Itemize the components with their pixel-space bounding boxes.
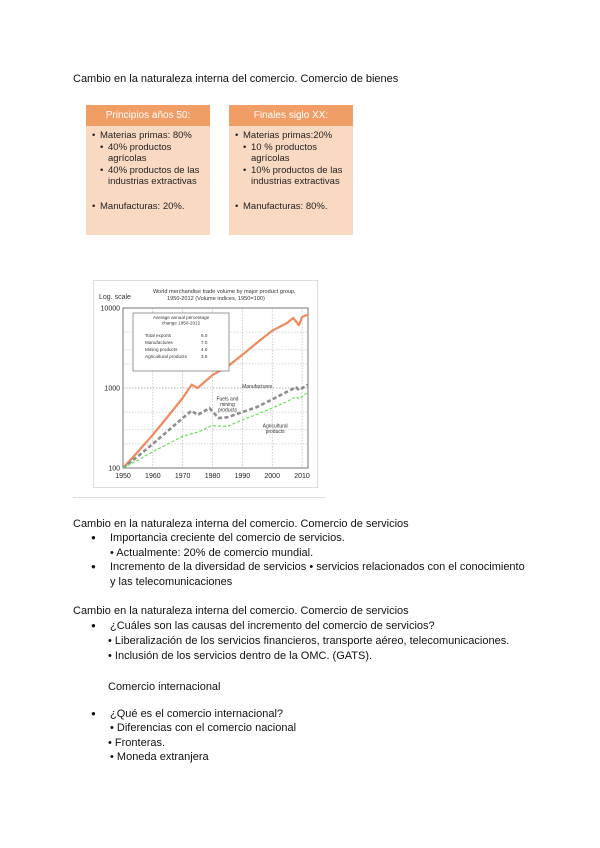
inset-title: Average annual percentage change 1950-2012 [152, 315, 210, 326]
box-item: • Materias primas:20% [235, 130, 333, 141]
inset-row-value: 6.0 [201, 333, 208, 338]
box-finales-xx [229, 105, 353, 235]
box-item: • Manufacturas: 80%. [235, 200, 328, 212]
list-item-continuation: y las telecomunicaciones [110, 576, 233, 588]
list-item: ¿Cuáles son las causas del incremento del comercio de servicios? [110, 620, 435, 632]
list-subitem: • Moneda extranjera [110, 751, 209, 763]
bullet: ● [91, 562, 96, 571]
series-label: Manufactures [242, 384, 273, 390]
list-item: ¿Qué es el comercio internacional? [110, 708, 284, 720]
x-tick-label: 1990 [234, 473, 251, 480]
chart-title: World merchandise trade volume by major product group, 1950-2012 (Volume indices, 1950=100) [153, 289, 296, 302]
list-subitem: • Inclusión de los servicios dentro de la OMC. (GATS). [108, 650, 373, 662]
list-subitem: • Liberalización de los servicios financieros, transporte aéreo, telecomunicaciones. [108, 635, 510, 647]
y-tick-label: 10000 [100, 305, 120, 313]
list-item: Incremento de la diversidad de servicios • servicios relacionados con el conocimiento [110, 561, 525, 573]
x-tick-label: 2010 [294, 473, 310, 480]
x-tick-label: 1970 [174, 473, 191, 480]
inset-row-label: Mining products [145, 347, 178, 352]
series-label: Fuels and mining products [216, 396, 239, 414]
inset-row-value: 7.0 [201, 340, 208, 345]
inset-row-label: Manufactures [145, 340, 173, 345]
box-subitem: • 40% productos agrícolas [100, 141, 172, 164]
heading-comercio-servicios-causas: Cambio en la naturaleza interna del comercio. Comercio de servicios [73, 605, 409, 617]
box-item: • Materias primas: 80% [92, 130, 192, 141]
box-principios-50 [86, 105, 210, 235]
inset-row-value: 3.5 [201, 354, 208, 359]
y-tick-label: 100 [108, 465, 120, 473]
x-tick-label: 1960 [145, 473, 161, 480]
list-item: Importancia creciente del comercio de servicios. [110, 532, 345, 544]
box-title: Principios años 50: [86, 105, 210, 126]
box-subitem: • 10 % productos agrícolas [243, 141, 318, 164]
box-subitem: • 10% productos de las industrias extractivas [243, 164, 343, 187]
bullet: ● [91, 709, 96, 718]
bullet: ● [91, 621, 96, 630]
box-subitem: • 40% productos de las industrias extractivas [100, 164, 200, 187]
box-title: Finales siglo XX: [229, 105, 353, 126]
list-subitem: • Diferencias con el comercio nacional [110, 722, 297, 734]
divider [73, 497, 325, 498]
chart-svg [93, 280, 318, 488]
heading-comercio-servicios: Cambio en la naturaleza interna del comercio. Comercio de servicios [73, 518, 409, 530]
trade-volume-chart [93, 280, 318, 488]
heading-comercio-internacional: Comercio internacional [108, 681, 221, 693]
x-tick-label: 1980 [204, 473, 221, 480]
box-item: • Manufacturas: 20%. [92, 200, 185, 212]
x-tick-label: 1950 [115, 473, 131, 480]
list-subitem: • Actualmente: 20% de comercio mundial. [110, 547, 314, 559]
chart-ylabel: Log. scale [99, 294, 131, 301]
y-tick-label: 1000 [104, 385, 120, 393]
inset-row-label: Agricultural products [145, 354, 187, 359]
x-tick-label: 2000 [264, 473, 280, 480]
heading-comercio-bienes: Cambio en la naturaleza interna del comercio. Comercio de bienes [73, 73, 399, 85]
bullet: ● [91, 533, 96, 542]
inset-row-label: Total exports [145, 333, 172, 338]
list-subitem: • Fronteras. [108, 737, 166, 749]
series-label: Agricultural products [262, 423, 288, 436]
inset-row-value: 4.0 [201, 347, 208, 352]
